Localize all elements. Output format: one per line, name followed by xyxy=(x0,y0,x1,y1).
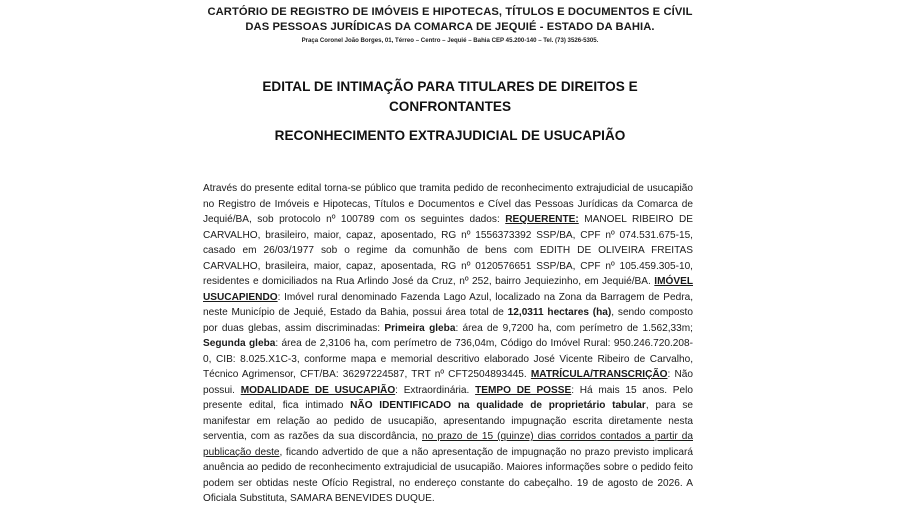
body-text: : Imóvel rural denominado Fazenda Lago Azul, localizado na Zona da Barragem de Pedra, neste Município de Jequié, Estado da Bahia, possui área total de xyxy=(203,291,693,318)
edital-title-line2: CONFRONTANTES xyxy=(388,99,512,114)
requerente-label: REQUERENTE: xyxy=(505,214,579,225)
body-text: , para se manifestar em relação ao pedido de usucapião, apresentando impugnação escrita diretamente nesta serventia, com as razões da sua discordância, xyxy=(203,400,694,442)
prazo-text: no prazo de 15 (quinze) dias corridos contados a partir da publicação deste xyxy=(203,431,693,458)
gleba2-label: Segunda gleba xyxy=(203,338,276,349)
nao-identificado: NÃO IDENTIFICADO na qualidade de proprietário tabular xyxy=(350,400,646,411)
edital-subtitle: RECONHECIMENTO EXTRAJUDICIAL DE USUCAPIÃO xyxy=(274,128,626,143)
body-text: : área de 9,7200 ha, com perímetro de 1.562,33m; xyxy=(455,322,693,334)
body-text: : Não possui. xyxy=(203,369,693,396)
imovel-label: IMÓVEL USUCAPIENDO xyxy=(203,276,693,303)
body-text: Através do presente edital torna-se público que tramita pedido de reconhecimento extrajudicial de usucapião no Registro de Imóveis e Hipotecas, Títulos e Documentos e Cível das Pessoas Jurídicas da Comarca de Jequié/BA, sob protocolo nº 100789 com os seguintes dados: xyxy=(203,183,693,225)
body-text: , ficando advertido de que a não apresentação de impugnação no prazo previsto implicará anuência ao pedido de reconhecimento extrajudicial de usucapião. Maiores informações sobre o pedido feito podem ser obtidas neste Ofício Registral, no endereço constante do cabeçalho. 19 de agosto de 2026. A Oficiala Substituta, SAMARA BENEVIDES DUQUE. xyxy=(203,446,693,504)
header-address: Praça Coronel João Borges, 01, Térreo – Centro – Jequié – Bahia CEP 45.200-140 – Tel. (73) 3526-5305. xyxy=(301,37,599,44)
header-registry-jurisdiction: DAS PESSOAS JURÍDICAS DA COMARCA DE JEQUIÉ - ESTADO DA BAHIA. xyxy=(245,21,655,33)
body-text: : área de 2,3106 ha, com perímetro de 736,04m, Código do Imóvel Rural: 950.246.720.208-0, CIB: 8.025.X1C-3, conforme mapa e memorial descritivo elaborado José Vicente Ribeiro de Carvalho, Técnico Agrimensor, CFT/BA: 36297224587, TRT nº CFT2504893445. xyxy=(203,338,693,380)
tempo-label: TEMPO DE POSSE xyxy=(475,384,572,396)
edital-body xyxy=(203,181,693,507)
body-text: : Extraordinária. xyxy=(395,384,476,396)
body-text: : Há mais 15 anos. Pelo presente edital, fica intimado xyxy=(203,384,693,411)
edital-title-line1: EDITAL DE INTIMAÇÃO PARA TITULARES DE DIREITOS E xyxy=(262,79,638,94)
header-registry-name: CARTÓRIO DE REGISTRO DE IMÓVEIS E HIPOTECAS, TÍTULOS E DOCUMENTOS E CÍVIL xyxy=(207,6,693,18)
matricula-label: MATRÍCULA/TRANSCRIÇÃO xyxy=(530,369,668,380)
body-text: MANOEL RIBEIRO DE CARVALHO, brasileiro, maior, capaz, aposentado, RG nº 1556373392 SSP/BA, CPF nº 074.531.675-15, casado em 26/03/1977 sob o regime da comunhão de bens com EDITH DE OLIVEIRA FREITAS CARVALHO, brasileira, maior, capaz, aposentada, RG nº 0120576651 SSP/BA, CPF nº 105.459.305-10, residentes e domiciliados na Rua Arlindo José da Cruz, nº 252, bairro Jequiezinho, em Jequié/BA. xyxy=(203,214,693,287)
gleba1-label: Primeira gleba xyxy=(384,322,456,334)
area-total: 12,0311 hectares (ha) xyxy=(507,307,612,318)
body-text: , sendo composto por duas glebas, assim discriminadas: xyxy=(203,307,693,334)
edital-title xyxy=(0,77,900,117)
modalidade-label: MODALIDADE DE USUCAPIÃO xyxy=(240,384,396,396)
